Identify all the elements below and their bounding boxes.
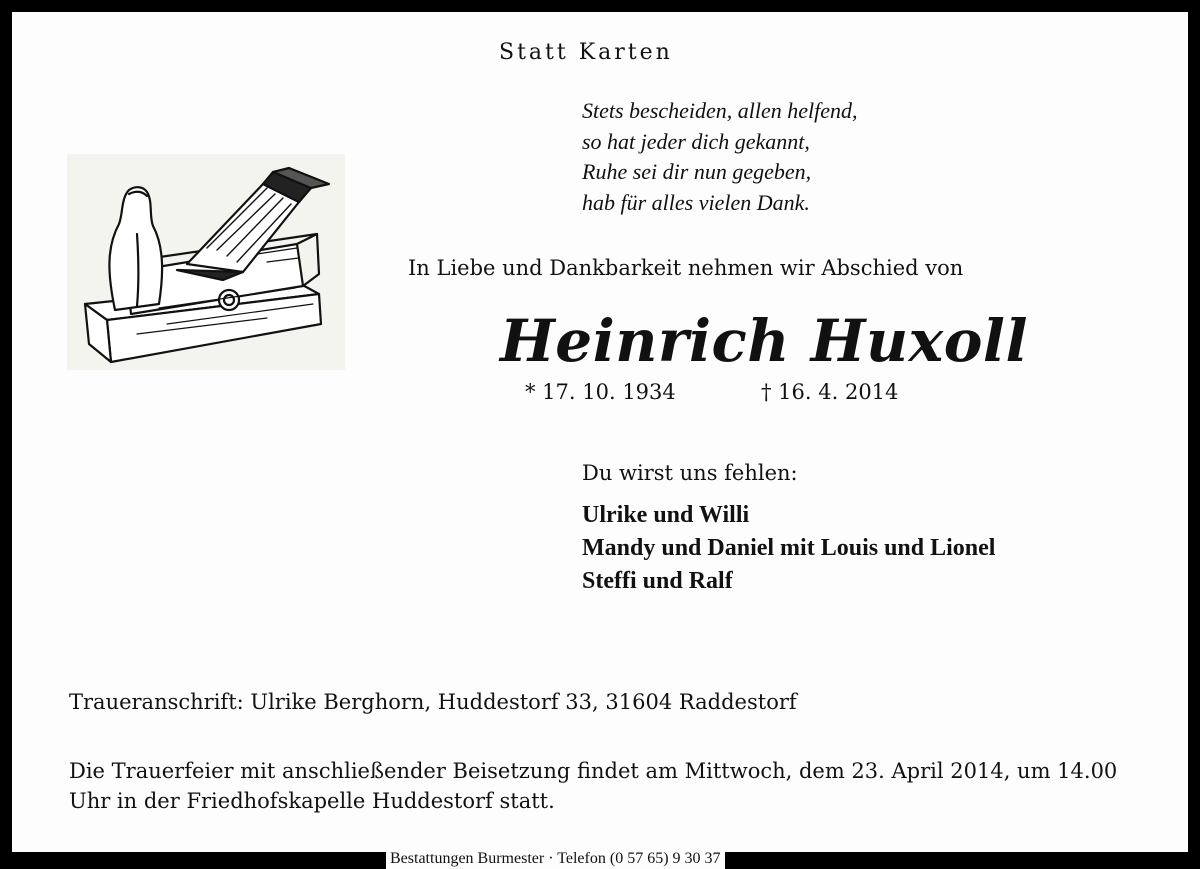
mourners-list <box>582 499 995 598</box>
poem-line: hab für alles vielen Dank. <box>582 189 810 215</box>
death-date: † 16. 4. 2014 <box>761 380 899 404</box>
birth-date: * 17. 10. 1934 <box>525 380 676 404</box>
statt-karten-heading: Statt Karten <box>499 40 673 65</box>
poem-line: Stets bescheiden, allen helfend, <box>582 98 858 123</box>
wood-plane-icon <box>67 154 345 370</box>
obituary-card <box>12 12 1188 852</box>
mourners-intro: Du wirst uns fehlen: <box>582 461 798 485</box>
mourning-address: Traueranschrift: Ulrike Berghorn, Huddestorf 33, 31604 Raddestorf <box>69 690 797 714</box>
poem <box>582 96 858 218</box>
mourner-name: Mandy und Daniel mit Louis und Lionel <box>582 535 996 561</box>
farewell-intro: In Liebe und Dankbarkeit nehmen wir Abschied von <box>408 256 964 280</box>
deceased-name: Heinrich Huxoll <box>500 307 1028 375</box>
funeral-home-footer: Bestattungen Burmester · Telefon (0 57 65) 9 30 37 <box>386 849 725 869</box>
mourner-name: Steffi und Ralf <box>582 568 733 594</box>
poem-line: so hat jeder dich gekannt, <box>582 128 810 154</box>
ceremony-details: Die Trauerfeier mit anschließender Beisetzung findet am Mittwoch, dem 23. April 2014, um 14.00 Uhr in der Friedhofskapelle Huddestorf statt. <box>69 759 1118 813</box>
mourner-name: Ulrike und Willi <box>582 502 750 528</box>
poem-line: Ruhe sei dir nun gegeben, <box>582 159 812 184</box>
